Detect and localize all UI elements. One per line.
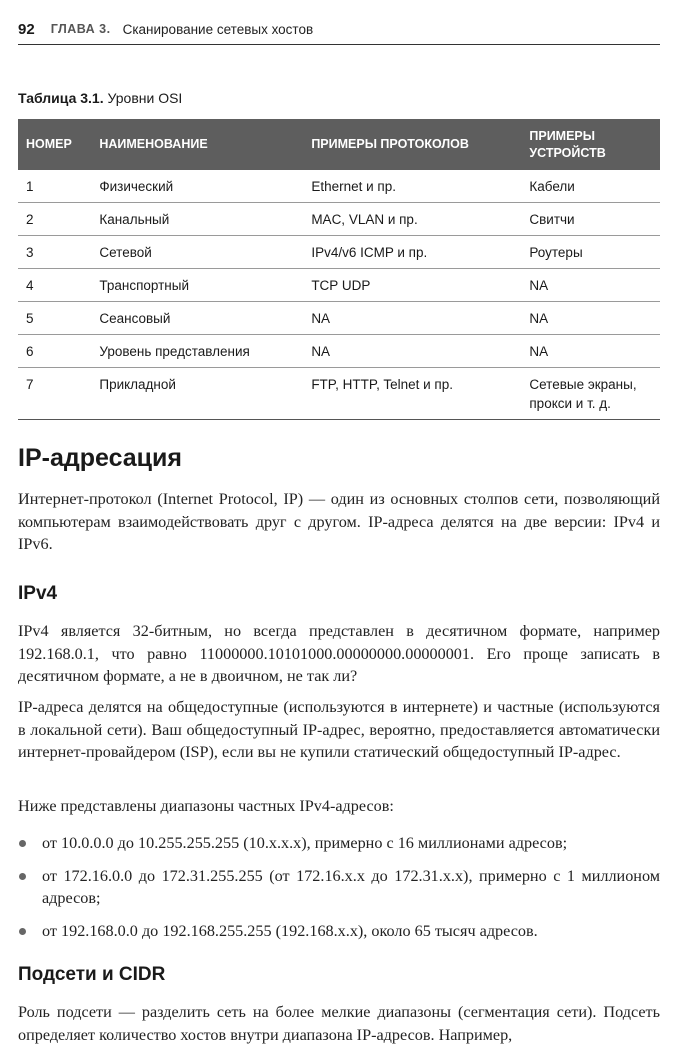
cell-number: 1 <box>18 170 91 203</box>
subnets-paragraph-1: Роль подсети — разделить сеть на более мелкие диапазоны (сегментация сети). Подсеть определяет количество хостов внутри диапазона IP-адресов. Например, <box>18 1003 660 1044</box>
table-row <box>18 236 660 269</box>
column-header-protocols: ПРИМЕРЫ ПРОТОКОЛОВ <box>303 119 521 170</box>
ipv4-heading: IPv4 <box>18 583 58 604</box>
table-caption <box>18 90 182 106</box>
bullet-icon <box>19 840 26 847</box>
table-caption-label: Таблица 3.1. <box>18 90 104 106</box>
table-row <box>18 368 660 420</box>
cell-protocols: FTP, HTTP, Telnet и пр. <box>303 368 521 420</box>
cell-name: Сеансовый <box>91 302 303 335</box>
cell-devices: Роутеры <box>521 236 660 269</box>
cell-devices: NA <box>521 335 660 368</box>
cell-name: Канальный <box>91 203 303 236</box>
cell-name: Сетевой <box>91 236 303 269</box>
cell-protocols: NA <box>303 302 521 335</box>
cell-number: 5 <box>18 302 91 335</box>
cell-number: 2 <box>18 203 91 236</box>
cell-devices: NA <box>521 302 660 335</box>
cell-name: Уровень представления <box>91 335 303 368</box>
cell-protocols: NA <box>303 335 521 368</box>
column-header-name: НАИМЕНОВАНИЕ <box>91 119 303 170</box>
cell-protocols: TCP UDP <box>303 269 521 302</box>
list-item-text: от 192.168.0.0 до 192.168.255.255 (192.168.x.x), около 65 тысяч адресов. <box>42 921 538 940</box>
cell-name: Транспортный <box>91 269 303 302</box>
bullet-icon <box>19 873 26 880</box>
table-header-row <box>18 119 660 170</box>
list-item <box>18 920 660 943</box>
private-ranges-list <box>18 832 660 952</box>
section-title: IP-адресация <box>18 444 183 472</box>
subnets-heading: Подсети и CIDR <box>18 964 166 985</box>
osi-table <box>18 119 660 420</box>
cell-number: 6 <box>18 335 91 368</box>
list-item-text: от 172.16.0.0 до 172.31.255.255 (от 172.16.x.x до 172.31.x.x), примерно с 1 миллионом адресов; <box>42 866 660 907</box>
cell-number: 3 <box>18 236 91 269</box>
chapter-title: Сканирование сетевых хостов <box>122 21 314 37</box>
cell-protocols: Ethernet и пр. <box>303 170 521 203</box>
list-item <box>18 865 660 910</box>
list-item-text: от 10.0.0.0 до 10.255.255.255 (10.x.x.x), примерно с 16 миллионами адресов; <box>42 834 568 852</box>
table-row <box>18 335 660 368</box>
column-header-devices: ПРИМЕРЫ УСТРОЙСТВ <box>521 119 660 170</box>
running-header <box>18 14 660 45</box>
cell-name: Физический <box>91 170 303 203</box>
column-header-number: НОМЕР <box>18 119 91 170</box>
table-row <box>18 302 660 335</box>
cell-devices: Кабели <box>521 170 660 203</box>
cell-devices: Сетевые экраны, прокси и т. д. <box>521 368 660 420</box>
cell-protocols: MAC, VLAN и пр. <box>303 203 521 236</box>
table-row <box>18 170 660 203</box>
chapter-label: ГЛАВА 3. <box>50 22 111 36</box>
cell-number: 7 <box>18 368 91 420</box>
ipv4-paragraph-3: Ниже представлены диапазоны частных IPv4-адресов: <box>18 797 394 815</box>
cell-name: Прикладной <box>91 368 303 420</box>
cell-protocols: IPv4/v6 ICMP и пр. <box>303 236 521 269</box>
cell-number: 4 <box>18 269 91 302</box>
ipv4-paragraph-1: IPv4 является 32-битным, но всегда представлен в десятичном формате, например 192.168.0.1, что равно 11000000.10101000.00000000.00000001. Его проще записать в десятичном формате, а не в двоичном, не так ли? <box>18 622 660 685</box>
table-caption-text: Уровни OSI <box>107 90 183 106</box>
cell-devices: NA <box>521 269 660 302</box>
section-intro: Интернет-протокол (Internet Protocol, IP) — один из основных столпов сети, позволяющий компьютерам взаимодействовать друг с другом. IP-адреса делятся на две версии: IPv4 и IPv6. <box>18 490 660 553</box>
table-row <box>18 269 660 302</box>
cell-devices: Свитчи <box>521 203 660 236</box>
bullet-icon <box>19 928 26 935</box>
list-item <box>18 832 660 855</box>
table-row <box>18 203 660 236</box>
page-number: 92 <box>18 20 35 38</box>
ipv4-paragraph-2: IP-адреса делятся на общедоступные (используются в интернете) и частные (используются в локальной сети). Ваш общедоступный IP-адрес, вероятно, предоставляется автоматически интернет-провайдером (ISP), если вы не купили статический общедоступный IP-адрес. <box>18 698 660 761</box>
